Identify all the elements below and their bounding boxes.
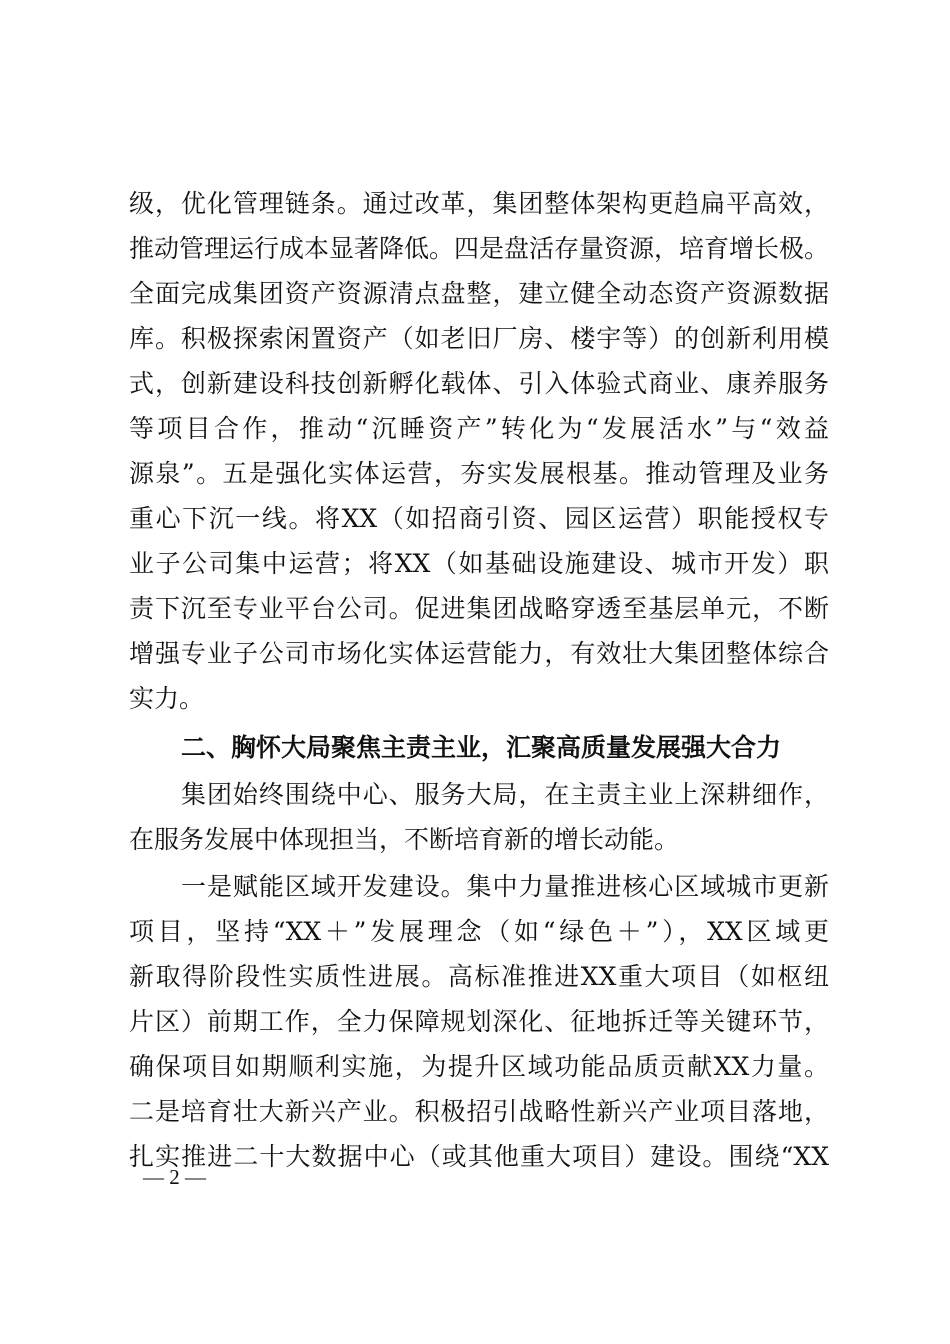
text-line-14: 集团始终围绕中心、服务大局，在主责主业上深耕细作， [181, 780, 829, 809]
text-line-7: 源泉”。五是强化实体运营，夯实发展根基。推动管理及业务 [129, 459, 829, 488]
text-line-21: 二是培育壮大新兴产业。积极招引战略性新兴产业项目落地， [129, 1097, 829, 1126]
text-line-15: 在服务发展中体现担当，不断培育新的增长动能。 [129, 825, 680, 854]
text-line-3: 全面完成集团资产资源清点盘整，建立健全动态资产资源数据 [129, 279, 829, 308]
text-line-4: 库。积极探索闲置资产（如老旧厂房、楼宇等）的创新利用模 [129, 324, 829, 353]
text-line-17: 项目，坚持“XX＋”发展理念（如“绿色＋”），XX区域更 [129, 917, 829, 946]
text-line-10: 责下沉至专业平台公司。促进集团战略穿透至基层单元，不断 [129, 594, 829, 623]
text-line-6: 等项目合作，推动“沉睡资产”转化为“发展活水”与“效益 [129, 414, 829, 443]
text-line-2: 推动管理运行成本显著降低。四是盘活存量资源，培育增长极。 [129, 234, 829, 263]
text-line-9: 业子公司集中运营；将XX（如基础设施建设、城市开发）职 [129, 549, 829, 578]
text-line-12: 实力。 [129, 684, 205, 713]
text-line-22: 扎实推进二十大数据中心（或其他重大项目）建设。围绕“XX [129, 1142, 829, 1171]
text-line-18: 新取得阶段性实质性进展。高标准推进XX重大项目（如枢纽 [129, 962, 829, 991]
text-line-1: 级，优化管理链条。通过改革，集团整体架构更趋扁平高效， [129, 189, 829, 218]
text-line-20: 确保项目如期顺利实施，为提升区域功能品质贡献XX力量。 [129, 1052, 829, 1081]
text-line-5: 式，创新建设科技创新孵化载体、引入体验式商业、康养服务 [129, 369, 829, 398]
text-line-11: 增强专业子公司市场化实体运营能力，有效壮大集团整体综合 [129, 639, 829, 668]
page-number: — 2 — [143, 1165, 206, 1189]
text-line-19: 片区）前期工作，全力保障规划深化、征地拆迁等关键环节， [129, 1007, 829, 1036]
text-line-16: 一是赋能区域开发建设。集中力量推进核心区域城市更新 [181, 872, 829, 901]
text-line-8: 重心下沉一线。将XX（如招商引资、园区运营）职能授权专 [129, 504, 829, 533]
section-heading: 二、胸怀大局聚焦主责主业，汇聚高质量发展强大合力 [181, 733, 782, 762]
